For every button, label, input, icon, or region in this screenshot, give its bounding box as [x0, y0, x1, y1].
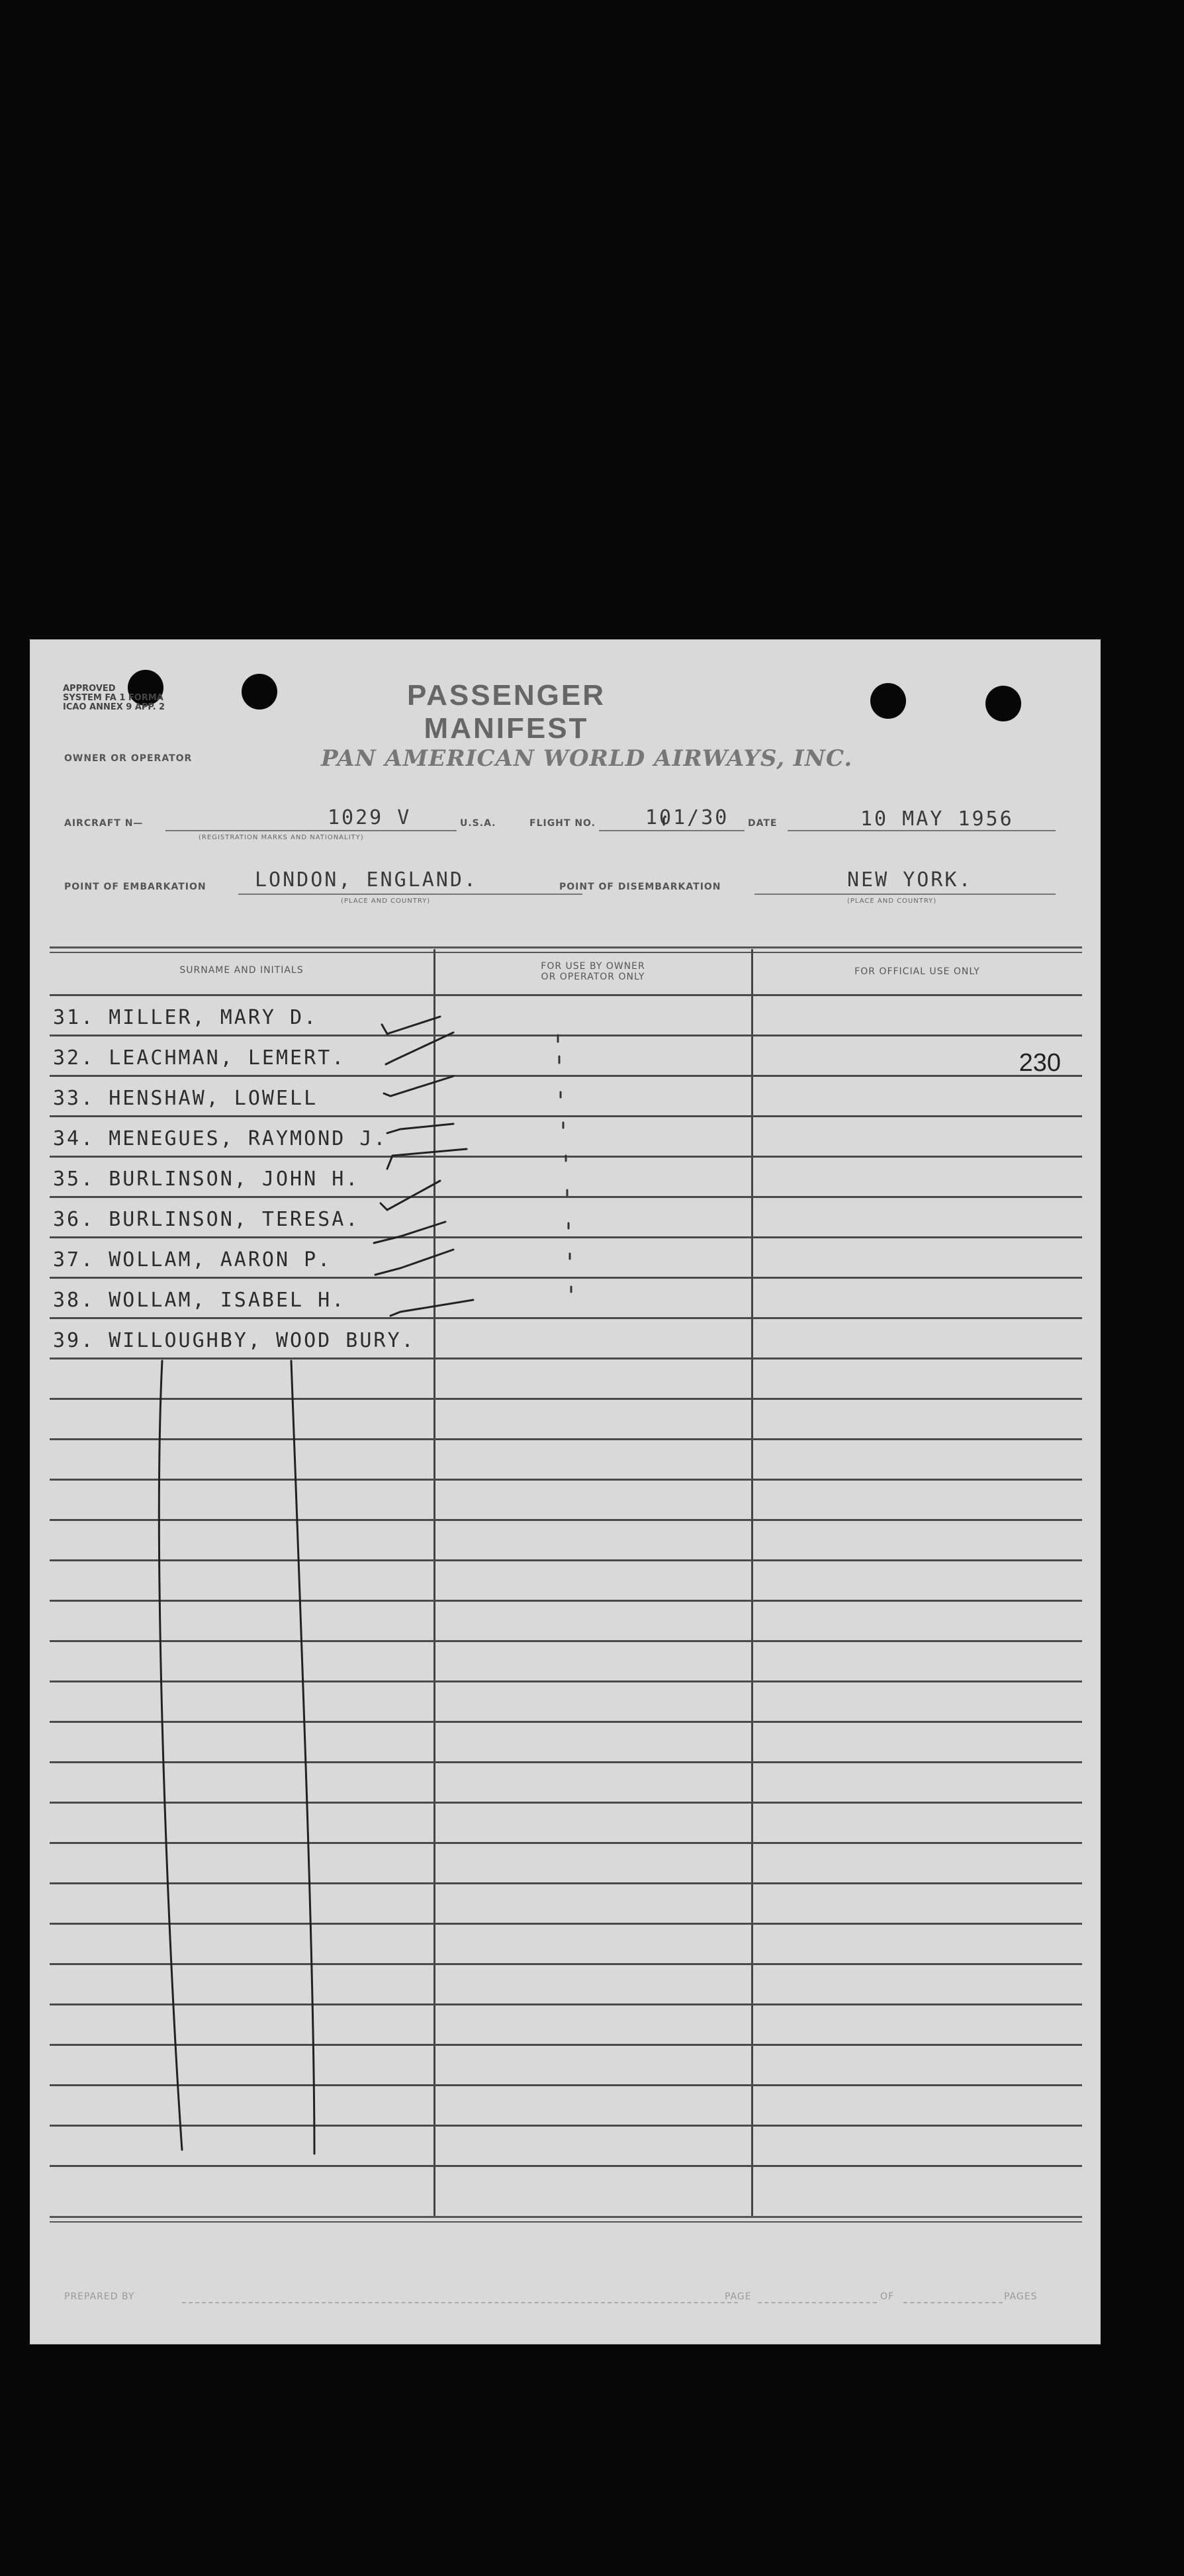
check-mark — [390, 1300, 473, 1316]
aircraft-value: 1029 V — [328, 806, 412, 829]
owner-value: PAN AMERICAN WORLD AIRWAYS, INC. — [321, 745, 853, 772]
check-mark — [387, 1149, 467, 1169]
of-label: OF — [880, 2291, 895, 2302]
passenger-name: 38. WOLLAM, ISABEL H. — [53, 1289, 346, 1312]
embarkation-value: LONDON, ENGLAND. — [255, 868, 478, 892]
check-mark — [381, 1181, 440, 1210]
passenger-name: 39. WILLOUGHBY, WOOD BURY. — [53, 1329, 416, 1352]
embarkation-note: (PLACE AND COUNTRY) — [341, 897, 431, 905]
approval-line: APPROVED — [63, 684, 116, 694]
aircraft-label: AIRCRAFT N— — [64, 818, 144, 829]
flight-value: 101/30 — [645, 806, 729, 829]
passenger-name: 31. MILLER, MARY D. — [53, 1006, 318, 1029]
registration-note: (REGISTRATION MARKS AND NATIONALITY) — [199, 834, 364, 841]
passenger-name: 35. BURLINSON, JOHN H. — [53, 1168, 360, 1191]
official-use-column-header: FOR OFFICIAL USE ONLY — [854, 966, 980, 977]
official-use-entry: 230 — [1019, 1049, 1061, 1077]
check-mark — [387, 1124, 453, 1133]
passenger-name: 32. LEACHMAN, LEMERT. — [53, 1046, 346, 1070]
passenger-name: 34. MENEGUES, RAYMOND J. — [53, 1127, 388, 1150]
ditto-line — [159, 1361, 182, 2150]
disembarkation-value: NEW YORK. — [847, 868, 973, 892]
owner-use-header-line: FOR USE BY OWNER — [541, 961, 645, 972]
date-value: 10 MAY 1956 — [860, 807, 1014, 831]
form-title: PASSENGER MANIFEST — [406, 679, 606, 745]
prepared-by-label: PREPARED BY — [64, 2291, 135, 2302]
approval-line: SYSTEM FA 1 FORMA — [63, 693, 163, 703]
check-mark — [386, 1033, 453, 1064]
disembarkation-label: POINT OF DISEMBARKATION — [559, 882, 721, 892]
approval-line: ICAO ANNEX 9 APP. 2 — [63, 702, 165, 712]
manifest-sheet — [30, 639, 1101, 2344]
embarkation-label: POINT OF EMBARKATION — [64, 882, 206, 892]
page-label: PAGE — [725, 2291, 752, 2302]
check-mark — [375, 1250, 453, 1275]
names-column-header: SURNAME AND INITIALS — [179, 965, 304, 976]
flight-label: FLIGHT NO. — [529, 818, 596, 829]
nationality-label: U.S.A. — [460, 818, 496, 829]
ditto-line — [291, 1361, 314, 2154]
check-mark — [384, 1076, 453, 1096]
passenger-name: 33. HENSHAW, LOWELL — [53, 1087, 318, 1110]
disembarkation-note: (PLACE AND COUNTRY) — [847, 897, 937, 905]
check-mark — [382, 1017, 440, 1034]
pages-label: PAGES — [1004, 2291, 1038, 2302]
owner-use-header-line: OR OPERATOR ONLY — [541, 972, 645, 982]
check-mark — [374, 1222, 445, 1243]
passenger-name: 37. WOLLAM, AARON P. — [53, 1248, 332, 1271]
handwritten-marks — [30, 639, 1101, 2344]
passenger-name: 36. BURLINSON, TERESA. — [53, 1208, 360, 1231]
date-label: DATE — [748, 818, 778, 829]
owner-label: OWNER OR OPERATOR — [64, 753, 193, 764]
